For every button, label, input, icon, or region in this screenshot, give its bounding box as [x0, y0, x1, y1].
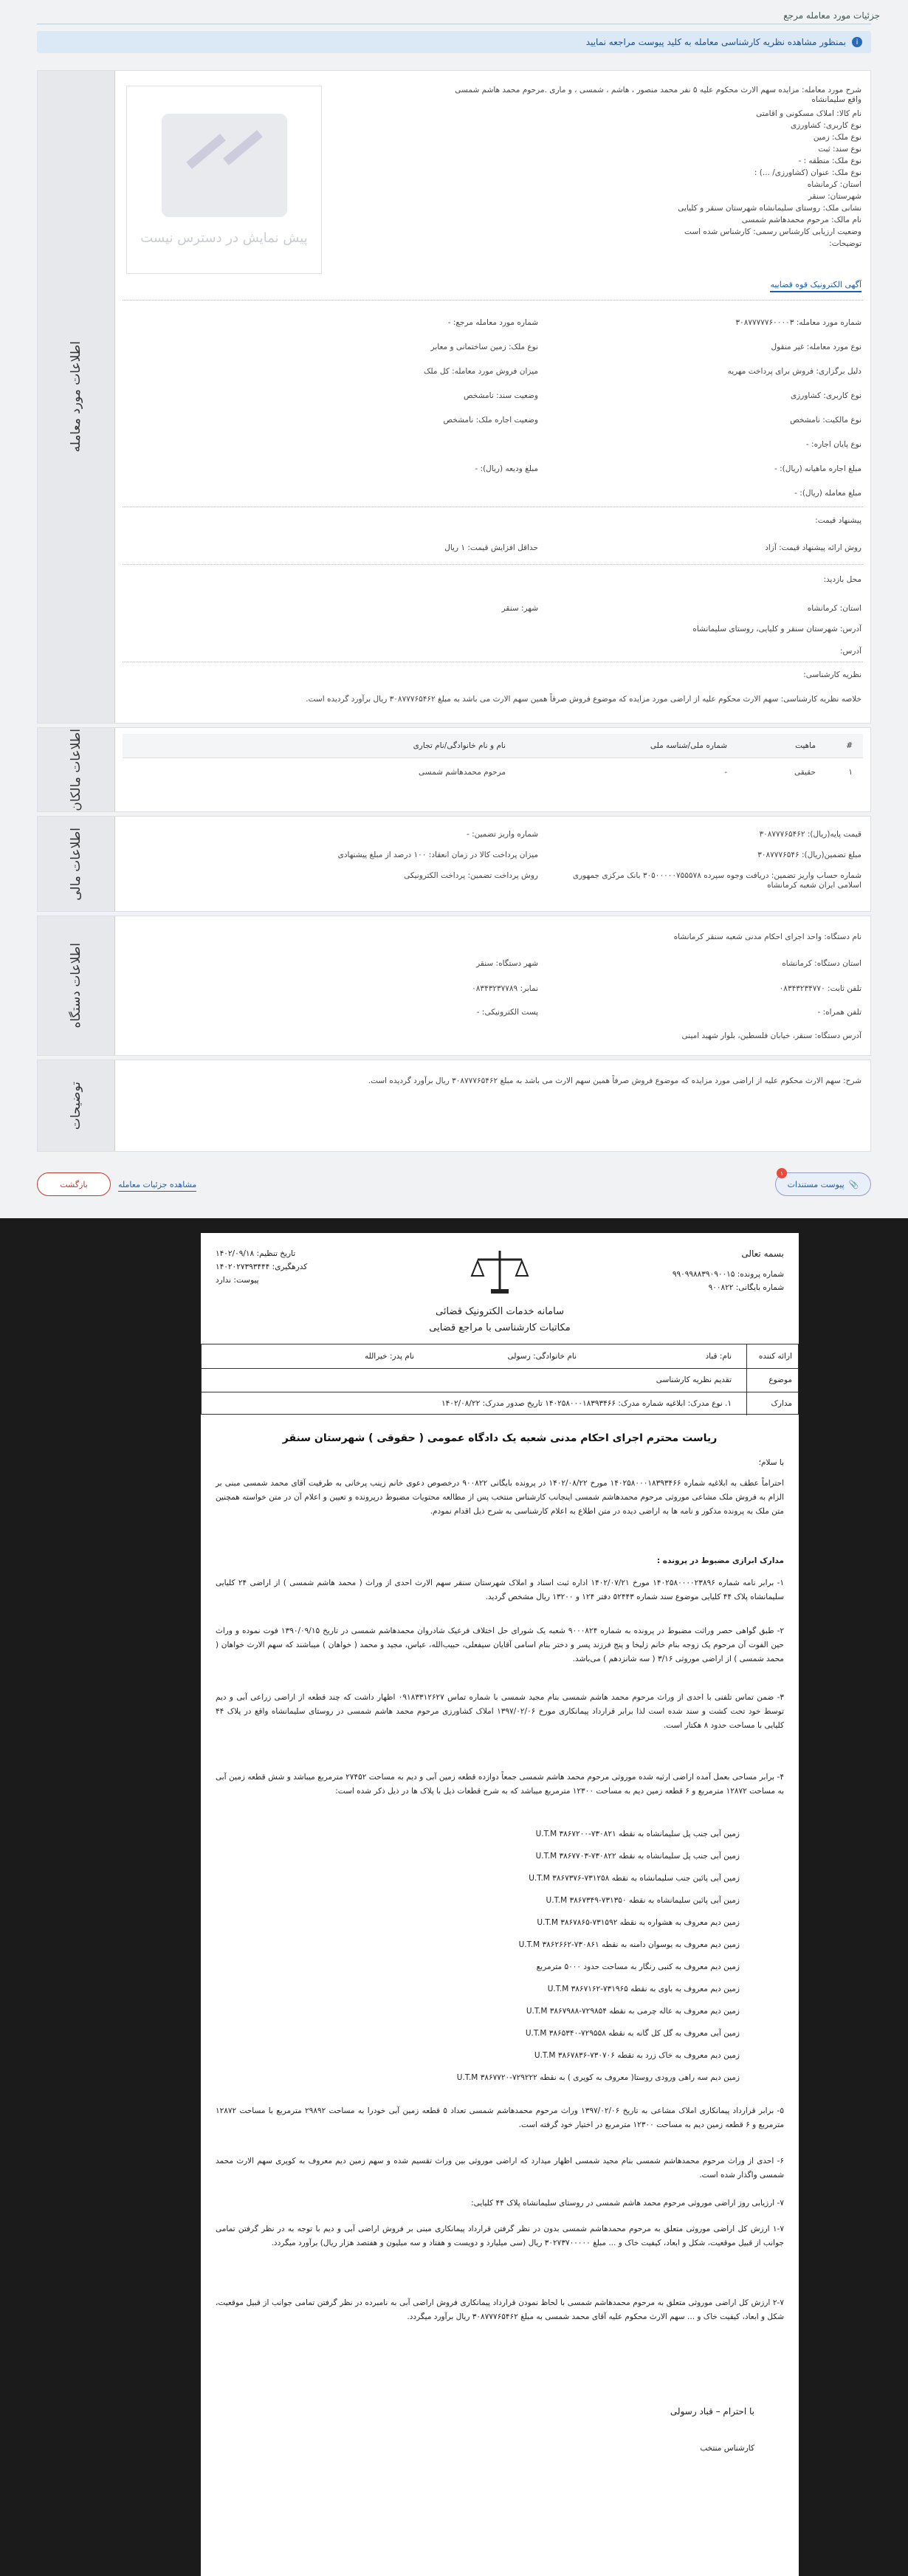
ad-link[interactable]: آگهی الکترونیک قوه قضاییه [770, 280, 861, 292]
table-row [123, 758, 863, 787]
grid-cell: وضعیت اجاره ملک: نامشخص [443, 416, 538, 425]
fin-row: قیمت پایه(ریال): ۳۰۸۷۷۷۶۵۴۶۲ [759, 830, 861, 839]
doc-list-item: زمین آبی جنب پل سلیمانشاه به نقطه U.T.M ۳۸۶۷۲۰۰-۷۳۰۸۲۱ [535, 1830, 740, 1838]
financial-body [115, 817, 870, 911]
doc-tracking: کدرهگیری: ۱۴۰۲۰۲۷۳۹۳۴۴۴ [216, 1263, 308, 1271]
item-row: وضعیت ارزیابی کارشناس رسمی: کارشناس شده است [684, 227, 861, 236]
grid-cell: روش ارائه پیشنهاد قیمت: آزاد [765, 543, 861, 552]
table-cell: حقیقی [794, 768, 816, 777]
grid-cell: حداقل افزایش قیمت: ۱ ریال [444, 543, 538, 552]
grid-cell: مبلغ معامله (ریال): - [794, 489, 861, 498]
doc-file-no: شماره پرونده: ۹۹۰۹۹۸۸۳۹۰۹۰۰۱۵ [672, 1270, 784, 1279]
device-row: تلفن همراه: - [817, 1008, 861, 1017]
grid-cell: آدرس: شهرستان سنقر و کلیایی، روستای سلیمانشاه [692, 625, 861, 633]
table-header: ماهیت [737, 734, 826, 758]
alert-text: بمنظور مشاهده نظریه کارشناسی معامله به کلید پیوست مراجعه نمایید [585, 37, 846, 47]
notes-text: شرح: سهم الارث محکوم علیه از اراضی مورد مزایده که موضوع فروش صرفاً همین سهم الارث می باشد به مبلغ ۳۰۸۷۷۷۶۵۴۶۲ ریال برآورد گردیده است. [368, 1076, 861, 1085]
doc-paragraph: ۲-۷ ارزش کل اراضی موروثی متعلق به مرحوم محمدهاشم شمسی با لحاظ نمودن قرارداد پیمانکاری فروش اراضی آبی به نامبرده در نظر گرفتن تمامی جوانب از قبیل موقعیت، شکل و ابعاد، کیفیت خاک و ... سهم الارث محکوم علیه آقای محمد شمسی به مبلغ ۳۰۸۷۷۷۶۵۴۶۲ ریال برآورد میگردد. [216, 2298, 784, 2321]
device-row: پست الکترونیکی: - [476, 1008, 538, 1017]
grid-cell: نوع پایان اجاره: - [805, 440, 861, 449]
doc-list-item: زمین آبی معروف به گل کل گانه به نقطه U.T.M ۳۸۶۵۳۴۰-۷۲۹۵۵۸ [525, 2029, 740, 2038]
doc-label: ارائه کننده [758, 1352, 792, 1361]
grid-cell: شماره مورد معامله مرجع: - [447, 318, 538, 327]
notes-body [115, 1060, 870, 1151]
doc-signature: با احترام – قباد رسولی [670, 2406, 754, 2417]
grid-cell: نوع مالکیت: نامشخص [790, 416, 861, 425]
doc-list-item: زمین دیم معروف به هشواره به نقطه U.T.M ۳۸۶۷۸۶۵-۷۳۱۵۹۲ [537, 1918, 740, 1927]
info-alert [37, 31, 871, 53]
doc-paragraph: ۱-۷ ارزش کل اراضی موروثی متعلق به مرحوم محمدهاشم شمسی بدون در نظر گرفتن قرارداد پیمانکاری مبنی بر فروش اراضی آبی و دیم با توجه به در نظر گرفتن تمامی جوانب از قبیل موقعیت، شکل و ابعاد، کیفیت خاک و ... مبلغ ۳۰۲۷۳۷۰۰۰۰۰ ریال (سی میلیارد و دویست و هفتاد و سه میلیون و هفتصد هزار ریال) برآورد میگردد. [216, 2225, 784, 2247]
item-row: نوع ملک: زمین [813, 133, 861, 142]
owners-body [115, 728, 870, 811]
owners-table [123, 734, 863, 787]
justice-scale-icon [470, 1246, 529, 1298]
section-side-label: اطلاعات دستگاه [38, 916, 115, 1055]
device-row: تلفن ثابت: ۰۸۳۴۳۲۳۴۷۷۰ [779, 984, 861, 993]
item-row: استان: کرمانشاه [807, 180, 861, 189]
grid-cell: دلیل برگزاری: فروش برای پرداخت مهریه [727, 367, 861, 376]
grid-cell: نوع ملک: زمین ساختمانی و معابر [430, 343, 538, 351]
doc-paragraph: ۲- طبق گواهی حصر وراثت مضبوط در پرونده به شماره ۹۰۰۰۸۲۴ شعبه یک شورای حل اختلاف فرعیک شادروان محمدهاشم شمسی در تاریخ ۱۳۹۰/۰۹/۱۵ فوت نموده و وراث حین الفوت آن مرحوم یک زوجه بنام خانم زلیخا و پنج فرزند پسر و دختر بنام اسامی آقایان سیفعلی، حبیب‌الله، عباس، مجید و محمد ( خواهان ) میباشند که سهم الارث خواهان ( محمد شمسی ) از اراضی موروثی ۳/۱۶ ( سه شانزدهم ) می‌باشد. [216, 1627, 784, 1663]
grid-cell: مبلغ اجاره ماهیانه (ریال): - [774, 464, 861, 473]
table-header: نام و نام خانوادگی/نام تجاری [123, 734, 516, 758]
item-row: نام مالک: مرحوم محمدهاشم شمسی [741, 216, 861, 224]
divider [123, 564, 863, 565]
section-side-label: اطلاعات مورد معامله [38, 71, 115, 723]
doc-paragraph: ۶- احدی از وراث مرحوم محمدهاشم شمسی بنام مجید شمسی اظهار میدارد که اراضی موروثی بین وراث تقسیم شده و سهم زمین دیم معروف به کوپری سهم الارث محمد شمسی واگذار شده است. [216, 2157, 784, 2180]
attachments-count-badge: ۱ [777, 1168, 787, 1178]
grid-cell: استان: کرمانشاه [807, 604, 861, 613]
doc-paragraph: ۵- برابر قرارداد پیمانکاری املاک مشاعی به تاریخ ۱۳۹۷/۰۲/۰۶ وراث مرحوم محمدهاشم شمسی تعداد ۵ قطعه زمین آبی خودرا به مساحت ۲۹۸۹۲ مترمربع با مساحت ۱۲۸۷۲ مترمربع و ۶ قطعه زمین دیم به مساحت ۱۲۳۰۰ مترمربع در اختیار خود گرفته است. [216, 2106, 784, 2129]
doc-paragraph: احتراماً عطف به ابلاغیه شماره ۱۴۰۲۵۸۰۰۰۱۸۳۹۳۴۶۶ مورخ ۱۴۰۲/۰۸/۲۲ در پرونده بایگانی ۹۰۰۸۲۲ درخصوص دعوی خانم زینب پرخانی به طرفیت آقای محمد شمسی مبنی بر الزام به فروش ملک مشاعی موروثی مرحوم محمدهاشم شمسی اینجانب کارشناس منتخب پس از مطالعه محتویات مضبوط درپرونده و تعیین و اعلام آن در متن خواسته همچنین متن ملک به پرونده مذکور و نامه ها به اراضی دیده در متن اطلاع به اعلام کارشناسی به شرح ذیل اقدام نمودم. [216, 1479, 784, 1516]
table-cell: ۱ [848, 768, 853, 777]
fin-row: میزان پرداخت کالا در زمان انعقاد: ۱۰۰ درصد از مبلغ پیشنهادی [337, 851, 538, 859]
section-label: نظریه کارشناسی: [803, 670, 861, 679]
device-row: آدرس دستگاه: سنقر، خیابان فلسطین، بلوار شهید امینی [681, 1031, 861, 1040]
doc-label: موضوع [768, 1375, 792, 1384]
fin-row: روش پرداخت تضمین: پرداخت الکترونیکی [404, 871, 538, 880]
doc-bism: بسمه تعالی [741, 1248, 784, 1259]
table-header: # [826, 734, 863, 758]
doc-list-item: زمین آبی جنب پل سلیمانشاه به نقطه U.T.M ۳۸۶۷۷۰۳-۷۳۰۸۲۲ [535, 1852, 740, 1861]
item-row: نوع کاربری: کشاورزی [790, 121, 861, 130]
section-side-label: توضیحات [38, 1060, 115, 1151]
doc-list-item: زمین دیم معروف به باوی به نقطه U.T.M ۳۸۶۷۱۶۲-۷۳۱۹۶۵ [547, 1985, 740, 1993]
item-row: شهرستان: سنقر [808, 192, 861, 201]
doc-list-item: زمین دیم معروف به عاله چرمی به نقطه U.T.M ۳۸۶۷۹۸۸-۷۲۹۸۵۴ [526, 2007, 740, 2016]
doc-paragraph: ۳- ضمن تماس تلفنی با احدی از وراث مرحوم محمد هاشم شمسی بنام مجید شمسی با شماره تماس ۰۹۱۸۳۳۱۲۶۲۷ اظهار داشت که چند قطعه از اراضی زراعی آبی و دیم توسط خود تحت کشت و سند شده است لذا برابر قرارداد پیمانکاری مورخ ۱۳۹۷/۰۲/۰۶ املاک کشاورزی مرحوم محمد هاشم شمسی در روستای سلیمانشاه واقع در پلاک ۴۴ کلیایی با مساحت حدود ۸ هکتار است. [216, 1693, 784, 1730]
doc-row-line [202, 1368, 798, 1369]
grid-cell: شماره مورد معامله: ۳۰۸۷۷۷۷۷۶۰۰۰۰۳ [735, 318, 861, 327]
grid-cell: نوع کاربری: کشاورزی [790, 391, 861, 400]
doc-attachment: پیوست: ندارد [216, 1276, 259, 1285]
doc-paragraph: ۴- برابر مساحی بعمل آمده اراضی ارثیه شده موروثی مرحوم محمد هاشم شمسی جمعاً دوازده قطعه زمین آبی و دیم به مساحت ۲۷۴۵۲ مترمربع میباشد و شش قطعه زمین آبی به مساحت ۱۲۸۷۲ مترمربع و ۶ قطعه زمین دیم به مساحت ۱۲۳۰۰ مترمربع میباشد که به شرح قطعات ذیل با پلاک ها در ذیل ذکر شده است: [216, 1773, 784, 1796]
fin-row: مبلغ تضمین(ریال): ۳۰۸۷۷۷۶۵۴۶ [757, 851, 861, 859]
doc-date: تاریخ تنظیم: ۱۴۰۲/۰۹/۱۸ [216, 1249, 296, 1258]
doc-greeting: با سلام؛ [758, 1458, 784, 1467]
device-row: شهر دستگاه: سنقر [476, 959, 538, 968]
doc-value: نام: قباد [705, 1352, 732, 1361]
section-side-label: اطلاعات مالی [38, 817, 115, 911]
device-row: استان دستگاه: کرمانشاه [782, 959, 861, 968]
document-page [201, 1233, 799, 2576]
doc-paragraph: ۱- برابر نامه شماره ۱۴۰۲۵۸۰۰۰۰۲۳۸۹۶ مورخ ۱۴۰۲/۰۷/۲۱ اداره ثبت اسناد و املاک شهرستان سنقر سهم الارث احدی از وراث ( محمد هاشم شمسی ) از اراضی ۲۴ کلیایی سلیمانشاه پلاک ۴۴ کلیایی موضوع سند شماره ۵۲۴۴۳ دفتر ۱۲۴ و ۱۳۲۰۰ ریال مشخص گردید. [216, 1579, 784, 1601]
grid-cell: مبلغ ودیعه (ریال): - [475, 464, 538, 473]
item-details-section [37, 70, 871, 724]
gavel-placeholder-icon [162, 114, 287, 217]
item-details-body [115, 71, 870, 723]
doc-system-name: سامانه خدمات الکترونیک قضائی [436, 1306, 564, 1317]
info-icon: i [852, 37, 862, 47]
table-cell: مرحوم محمدهاشم شمسی [418, 768, 506, 777]
grid-cell: نوع مورد معامله: غیر منقول [771, 343, 861, 351]
doc-value: ۱. نوع مدرک: ابلاغیه شماره مدرک: ۱۴۰۲۵۸۰۰۰۱۸۳۹۳۴۶۶ تاریخ صدور مدرک: ۱۴۰۲/۰۸/۲۲ [441, 1399, 732, 1408]
fin-row: شماره حساب واریز تضمین: دریافت وجوه سپرده ۳۰۵۰۰۰۰۰۷۵۵۵۷۸ بانک مرکزی جمهوری اسلامی ایران شعبه کرمانشاه [572, 871, 861, 890]
doc-label: مدارک [771, 1399, 792, 1408]
item-desc: شرح مورد معامله: مزایده سهم الارث محکوم علیه ۵ نفر محمد منصور ، هاشم ، شمسی ، و ماری .مرحوم محمد هاشم شمسی واقع سلیمانشاه [455, 86, 861, 104]
attachments-label: پیوست مستندات [787, 1179, 845, 1189]
placeholder-text: پیش نمایش در دسترس نیست [140, 230, 308, 246]
doc-paragraph: ۷- ارزیابی روز اراضی موروثی مرحوم محمد هاشم شمسی در روستای سلیمانشاه پلاک ۴۴ کلیایی: [471, 2199, 784, 2208]
breadcrumb: جزئیات مورد معامله مرجع [783, 10, 880, 21]
item-row: نوع سند: ثبت [818, 145, 861, 154]
paperclip-icon: 📎 [848, 1179, 859, 1189]
fin-row: شماره واریز تضمین: - [466, 830, 538, 839]
doc-value: نام خانوادگی: رسولی [507, 1352, 577, 1361]
back-button[interactable]: بازگشت [37, 1172, 111, 1196]
table-header: شماره ملی/شناسه ملی [516, 734, 737, 758]
grid-cell: وضعیت سند: نامشخص [464, 391, 538, 400]
item-row: توضیحات: [829, 239, 861, 248]
section-side-label: اطلاعات مالکان [38, 728, 115, 811]
attachments-button[interactable] [775, 1172, 871, 1196]
doc-list-item: زمین دیم سه راهی ورودی روستا( معروف به کوپری ) به نقطه U.T.M ۳۸۶۷۷۲۰-۷۲۹۲۲۲ [456, 2073, 740, 2082]
device-row: نمابر: ۰۸۳۴۳۲۳۷۷۸۹ [472, 984, 538, 993]
doc-list-item: زمین دیم معروف به یوسوان دامنه به نقطه U.T.M ۳۸۶۲۶۶۲-۷۳۰۸۶۱ [518, 1940, 740, 1949]
table-cell: - [724, 768, 727, 777]
doc-heading: ریاست محترم اجرای احکام مدنی شعبه یک دادگاه عمومی ( حقوقی ) شهرستان سنقر [282, 1432, 718, 1444]
section-label: محل بازدید: [823, 575, 861, 584]
device-section [37, 916, 871, 1056]
financial-section [37, 816, 871, 912]
item-row: نوع ملک: عنوان (کشاورزی/ ...) : [754, 168, 861, 177]
item-row: نام کالا: املاک مسکونی و اقامتی [756, 109, 861, 118]
doc-system-subtitle: مکاتبات کارشناسی با مراجع قضایی [429, 1322, 571, 1333]
item-row: نوع ملک: منطقه : - [798, 157, 861, 165]
doc-value: تقدیم نظریه کارشناسی [656, 1375, 732, 1384]
device-body [115, 916, 870, 1055]
section-label: پیشنهاد قیمت: [815, 516, 861, 525]
doc-subheading: مدارک ابرازی مضبوط در پرونده : [656, 1556, 784, 1565]
doc-list-item: زمین دیم معروف به کنبی رنگار به مساحت حدود ۵۰۰۰ مترمربع [536, 1962, 740, 1971]
doc-list-item: زمین دیم معروف به خاک زرد به نقطه U.T.M ۳۸۶۷۸۳۶-۷۳۰۷۰۶ [534, 2051, 740, 2060]
grid-cell: میزان فروش مورد معامله: کل ملک [423, 367, 538, 376]
expert-summary: خلاصه نظریه کارشناسی: سهم الارث محکوم علیه از اراضی مورد مزایده که موضوع فروش صرفاً همین سهم الارث می باشد به مبلغ ۳۰۸۷۷۷۶۵۴۶۲ ریال برآورد گردیده است. [306, 695, 861, 704]
doc-list-item: زمین آبی پائین جنب سلیمانشاه به نقطه U.T.M ۳۸۶۷۳۷۶-۷۳۱۲۵۸ [529, 1874, 740, 1883]
notes-section [37, 1059, 871, 1152]
divider [123, 506, 863, 507]
device-row: نام دستگاه: واحد اجرای احکام مدنی شعبه سنقر کرمانشاه [673, 932, 861, 941]
doc-sign-role: کارشناس منتخب [700, 2444, 754, 2453]
image-placeholder [126, 86, 322, 274]
doc-value: نام پدر: خیرالله [364, 1352, 414, 1361]
item-row: نشانی ملک: روستای سلیمانشاه شهرستان سنقر و کلیایی [678, 204, 861, 213]
doc-list-item: زمین آبی پائین سلیمانشاه به نقطه U.T.M ۳۸۶۷۳۴۹-۷۳۱۳۵۰ [546, 1896, 740, 1905]
owners-section [37, 727, 871, 812]
grid-cell: آدرس: [839, 647, 861, 656]
doc-archive-no: شماره بایگانی: ۹۰۰۸۲۲ [708, 1283, 784, 1292]
doc-header-table [201, 1344, 799, 1415]
view-details-link[interactable]: مشاهده جزئیات معامله [118, 1178, 196, 1192]
grid-cell: شهر: سنقر [501, 604, 538, 613]
